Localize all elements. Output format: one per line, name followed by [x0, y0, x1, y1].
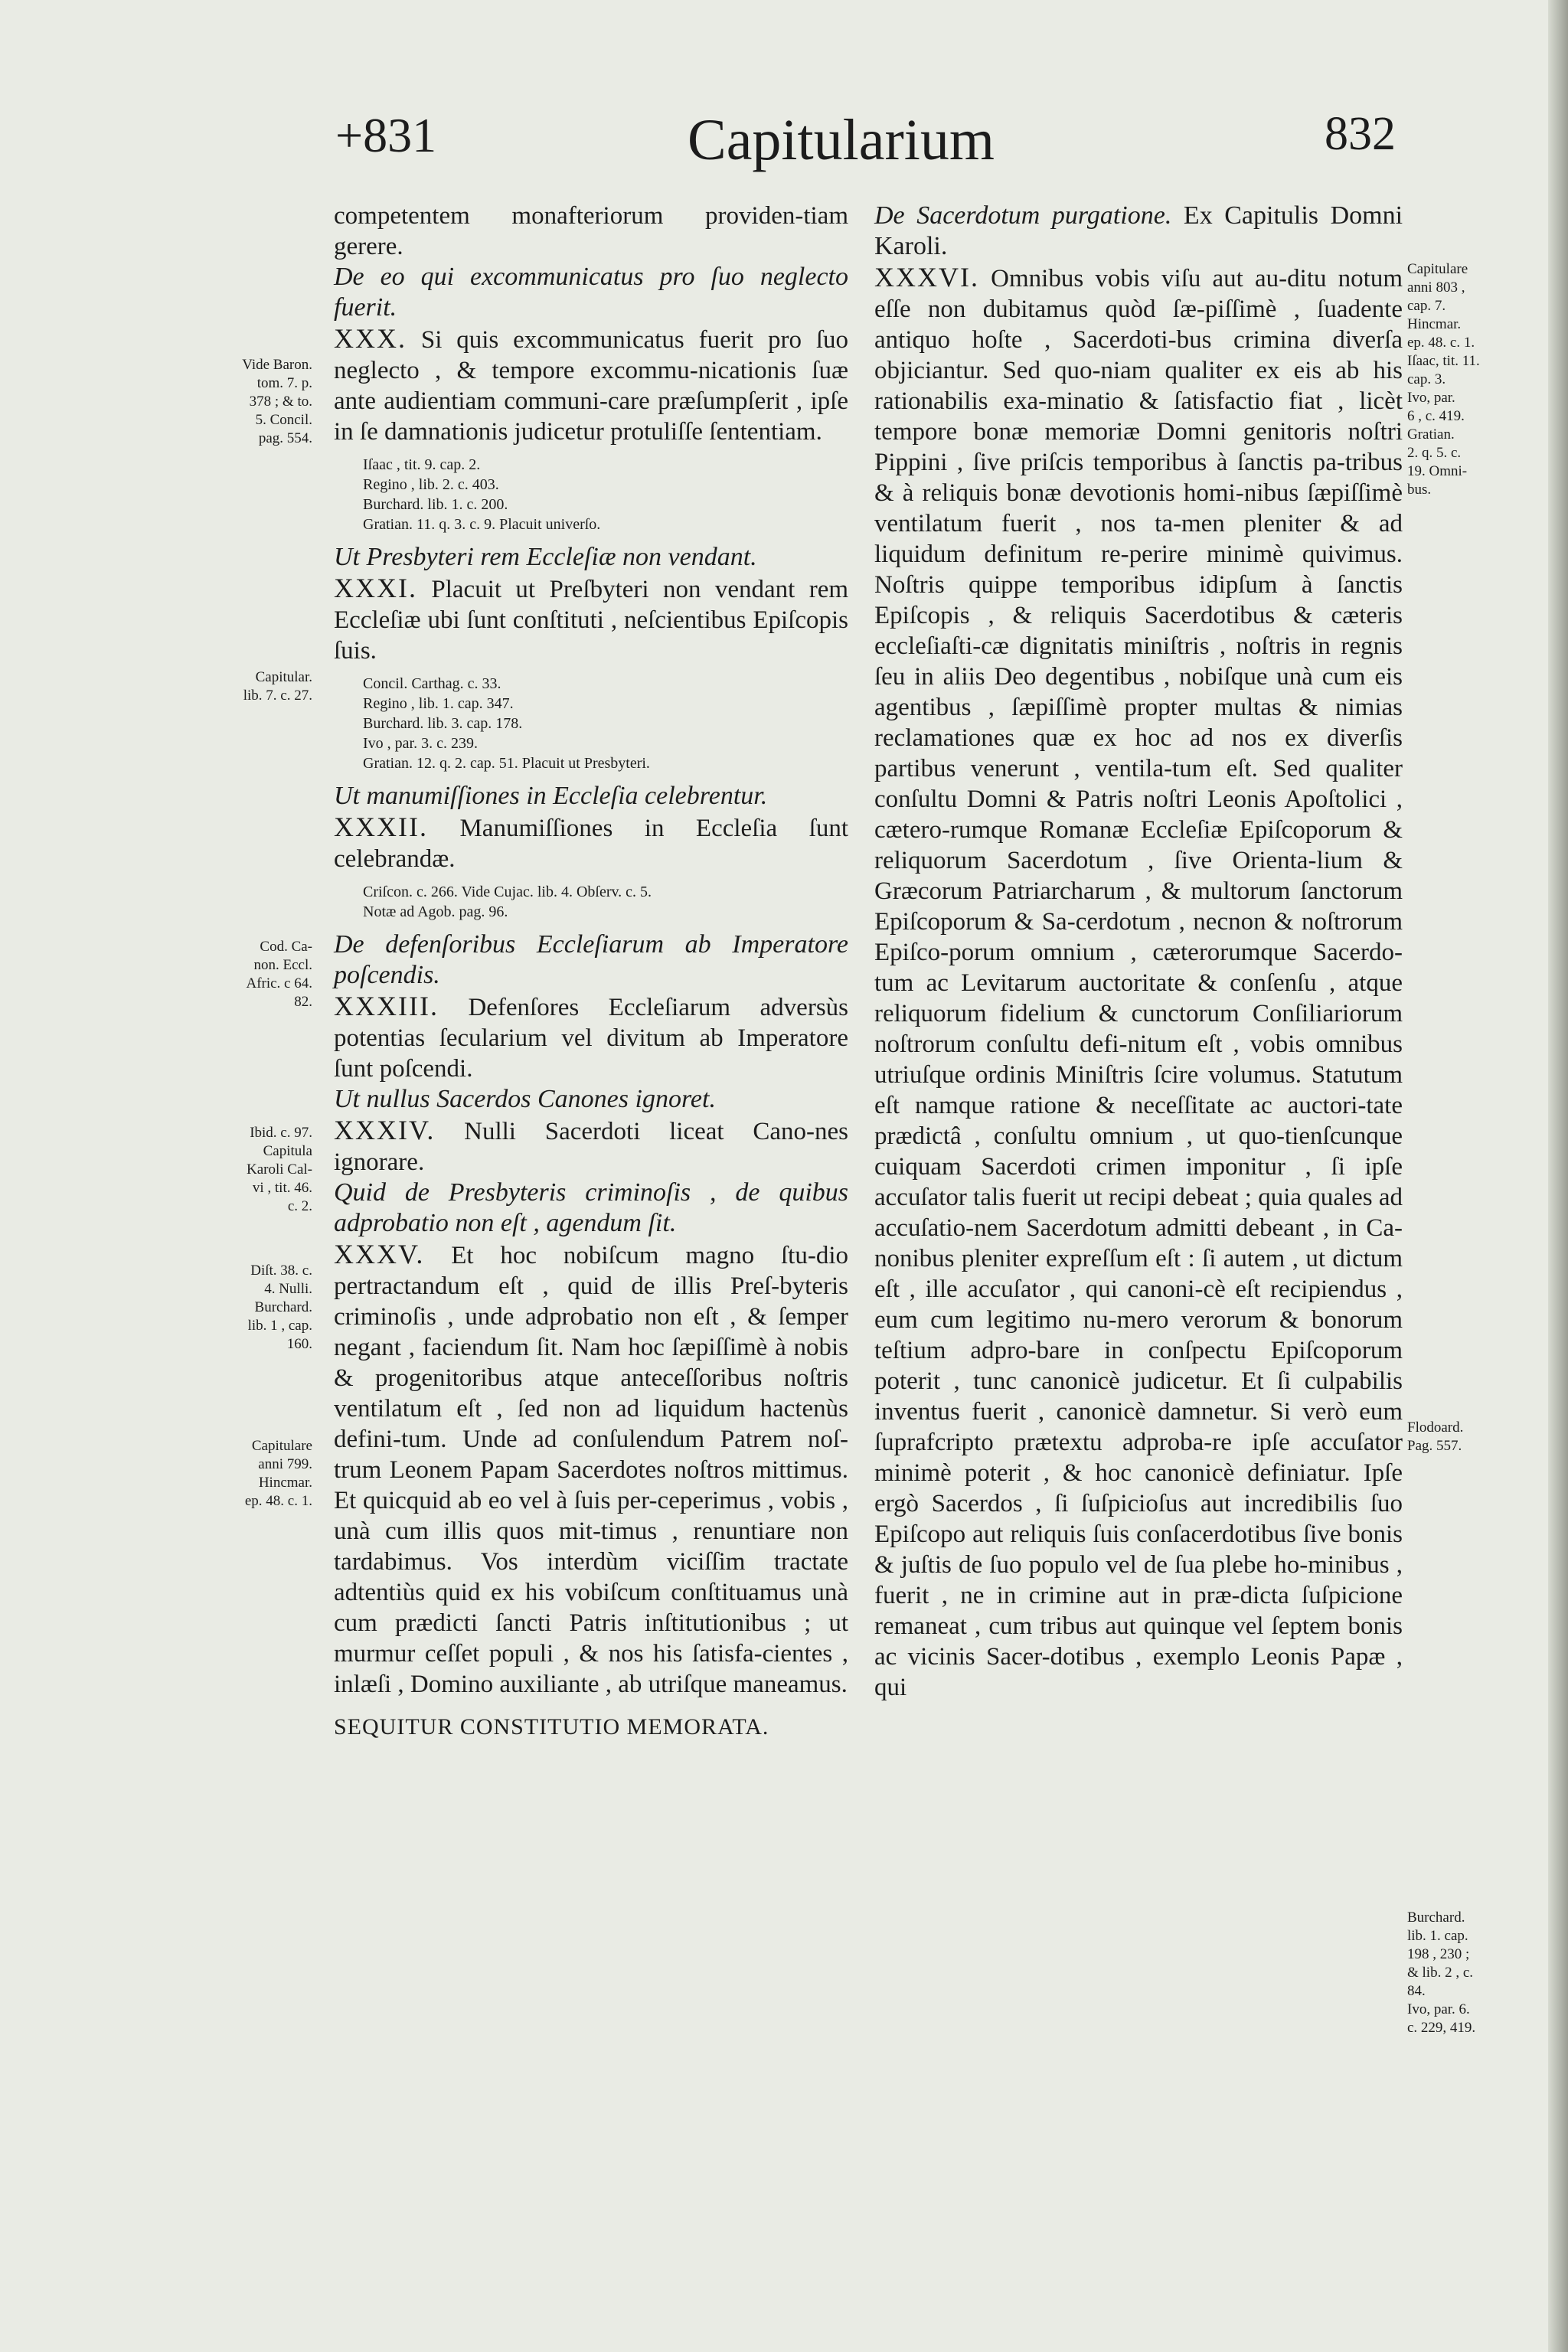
chapter-number: XXXIII. [334, 991, 439, 1021]
margin-note: Capitulare anni 799. Hincmar. ep. 48. c. 1. [244, 1438, 312, 1509]
reference-line: Gratian. 12. q. 2. cap. 51. Placuit ut Presbyteri. [363, 755, 650, 772]
reference-line: Iſaac , tit. 9. cap. 2. [363, 456, 481, 473]
references [363, 674, 848, 773]
chapter-number: XXXII. [334, 812, 428, 842]
chapter-text: XXXI. Placuit ut Preſbyteri non vendant rem Eccleſiæ ubi ſunt conſtituti , neſcientibus Epiſcopis ſuis. [334, 573, 849, 665]
chapter-heading: De defenſoribus Eccleſiarum ab Imperatore poſcendis. [334, 930, 848, 989]
chapter-number: XXXV. [334, 1239, 425, 1269]
reference-line: Burchard. lib. 3. cap. 178. [363, 715, 523, 732]
reference-line: Concil. Carthag. c. 33. [363, 675, 501, 692]
page-number-left: +831 [335, 108, 437, 162]
right-column [874, 201, 1403, 1703]
section-closing: SEQUITUR CONSTITUTIO MEMORATA. [334, 1714, 769, 1740]
reference-line: Burchard. lib. 1. c. 200. [363, 496, 508, 513]
margin-note: Diſt. 38. c. 4. Nulli. Burchard. lib. 1 , cap. 160. [247, 1263, 312, 1352]
chapter-text: XXXII. Manumiſſiones in Eccleſia ſunt celebrandæ. [334, 812, 848, 873]
margin-note: Burchard. lib. 1. cap. 198 , 230 ; & lib. 2 , c. 84. Ivo, par. 6. c. 229, 419. [1407, 1909, 1476, 2036]
chapter-text: XXXIII. Defenſores Eccleſiarum adversùs potentias ſecularium vel divitum ab Imperatore ſunt poſcendi. [334, 991, 849, 1083]
continued-text: competentem monafteriorum providen-tiam gerere. [334, 202, 848, 260]
chapter-heading: De eo qui excommunicatus pro ſuo neglecto fuerit. [334, 263, 848, 322]
margin-note: Cod. Ca- non. Eccl. Afric. c 64. 82. [246, 939, 312, 1010]
page-edge [1548, 0, 1568, 2352]
chapter-heading: Ut Presbyteri rem Eccleſiæ non vendant. [334, 543, 757, 571]
chapter-heading: Quid de Presbyteris criminoſis , de quibus adprobatio non eſt , agendum ſit. [334, 1178, 848, 1237]
running-title: Capitularium [688, 108, 995, 172]
chapter-heading: De Sacerdotum purgatione. Ex Capitulis Domni Karoli. [874, 201, 1403, 260]
margin-note: Capitular. lib. 7. c. 27. [243, 669, 312, 704]
reference-line: Regino , lib. 1. cap. 347. [363, 695, 514, 712]
reference-line: Ivo , par. 3. c. 239. [363, 735, 478, 752]
reference-line: Notæ ad Agob. pag. 96. [363, 903, 508, 920]
chapter-text: XXXV. Et hoc nobiſcum magno ſtu-dio pertractandum eſt , quid de illis Preſ-byteris criminoſis , unde adprobatio non eſt , & ſemper negant , faciendum ſit. Nam hoc ſæpiſſimè à nobis & progenitoribus atque anteceſſoribus noſtris ventilatum eſt , ſed non ad liquidum hactenùs defini-tum. Unde ad conſulendum Patrem noſ-trum Leonem Papam Sacerdotes noſtros mittimus. Et quicquid ab eo vel à ſuis per-ceperimus , vobis , unà cum illis quos mit-timus , renuntiare non tardabimus. Vos interdùm viciſſim tractate adtentiùs quid ex his vobiſcum conſtituamus unà cum prædicti ſancti Patris inſtitutionibus ; ut murmur ceſſet populi , & nos his ſatisfa-cientes , inlæſi , Domino auxiliante , ab utriſque maneamus. [334, 1239, 849, 1698]
chapter-heading: Ut nullus Sacerdos Canones ignoret. [334, 1085, 716, 1113]
margin-note: Vide Baron. tom. 7. p. 378 ; & to. 5. Concil. pag. 554. [242, 357, 312, 446]
reference-line: Gratian. 11. q. 3. c. 9. Placuit univerſo. [363, 516, 601, 533]
page-number-right: 832 [1325, 108, 1396, 160]
reference-line: Criſcon. c. 266. Vide Cujac. lib. 4. Obſerv. c. 5. [363, 884, 652, 900]
chapter-number: XXXIV. [334, 1115, 436, 1145]
chapter-text: XXX. Si quis excommunicatus fuerit pro ſuo neglecto , & tempore excommu-nicationis ſuæ ante audientiam communi-care præſumpſerit , ipſe in ſe damnationis judicetur protuliſſe ſententiam. [334, 323, 848, 446]
margin-note: Flodoard. Pag. 557. [1407, 1419, 1464, 1454]
margin-note: Capitulare anni 803 , cap. 7. Hincmar. ep. 48. c. 1. Iſaac, tit. 11. cap. 3. Ivo, par. 6 , c. 419. Gratian. 2. q. 5. c. 19. Omni- bus. [1407, 261, 1480, 498]
chapter-number: XXXVI. [874, 262, 979, 292]
chapter-heading: Ut manumiſſiones in Eccleſia celebrentur. [334, 782, 768, 810]
chapter-text: XXXIV. Nulli Sacerdoti liceat Cano-nes ignorare. [334, 1115, 848, 1176]
chapter-number: XXX. [334, 323, 407, 354]
left-column [334, 201, 848, 1743]
references [363, 455, 848, 534]
references [363, 882, 848, 922]
chapter-text: XXXVI. Omnibus vobis viſu aut au-ditu notum eſſe non dubitamus quòd ſæ-piſſimè , ſuadente antiquo hoſte , Sacerdoti-bus crimina diverſa objiciantur. Sed quo-niam qualiter ex eis ab his rationabilis exa-minatio & ſatisfactio fiat , licèt tempore bonæ memoriæ Domni genitoris noſtri Pippini , ſive priſcis temporibus à ſanctis pa-tribus & à reliquis bonæ devotionis homi-nibus ſæpiſſimè ventilatum fuerit , nos ta-men pleniter & ad liquidum definitum re-perire minimè quivimus. Noſtris quippe temporibus idipſum à ſanctis Epiſcopis , & reliquis Sacerdotibus & cæteris eccleſiaſti-cæ dignitatis miniſtris , noſtris in regnis ſeu in aliis Deo degentibus , nobiſque unà cum eis agentibus , ſæpiſſimè propter multas & nimias reclamationes quæ ex hoc ad nos ex diverſis partibus venerunt , ventila-tum eſt. Sed qualiter conſultu Domni & Patris noſtri Leonis Apoſtolici , cætero-rumque Romanæ Eccleſiæ Epiſcoporum & reliquorum Sacerdotum , ſive Orienta-lium & Græcorum Patriarcharum , & multorum ſanctorum Epiſcoporum & Sa-cerdotum , necnon & noſtrorum Epiſco-porum omnium , cæterorumque Sacerdo-tum ac Levitarum auctoritate & conſenſu , atque reliquorum fidelium & cunctorum Conſiliariorum noſtrorum conſultu defi-nitum eſt , vobis omnibus utriuſque ordinis Miniſtris ſcire volumus. Statutum eſt namque ratione & neceſſitate ac auctori-tate prædictâ , conſultu omnium , ut quo-tienſcunque cuiquam Sacerdoti crimen imponitur , ſi ipſe accuſator talis fuerit ut recipi debeat ; quia quales ad accuſatio-nem Sacerdotum admitti debeant , in Ca-nonibus pleniter expreſſum eſt : ſi autem , ut dictum eſt , ille accuſator , qui canoni-cè eſt recipiendus , eum cum legitimo nu-mero verorum & bonorum teſtium adpro-bare in conſpectu Epiſcoporum poterit , tunc canonicè judicetur. Et ſi culpabilis inventus fuerit , canonicè damnetur. Si verò eum ſuprafcripto prætextu adproba-re ipſe accuſator minimè poterit , & hoc canonicè definiatur. Ipſe ergò Sacerdos , ſi ſuſpicioſus aut incredibilis ſuo Epiſcopo aut reliquis ſuis conſacerdotibus ſive bonis & juſtis de ſuo populo vel de ſua plebe ho-minibus , fuerit , ne in crimine aut in præ-dicta ſuſpicione remaneat , cum tribus aut quinque vel ſeptem bonis ac vicinis Sacer-dotibus , exemplo Leonis Papæ , qui [874, 262, 1403, 1701]
chapter-number: XXXI. [334, 573, 417, 603]
reference-line: Regino , lib. 2. c. 403. [363, 476, 499, 493]
margin-note: Ibid. c. 97. Capitula Karoli Cal- vi , tit. 46. c. 2. [246, 1125, 312, 1214]
